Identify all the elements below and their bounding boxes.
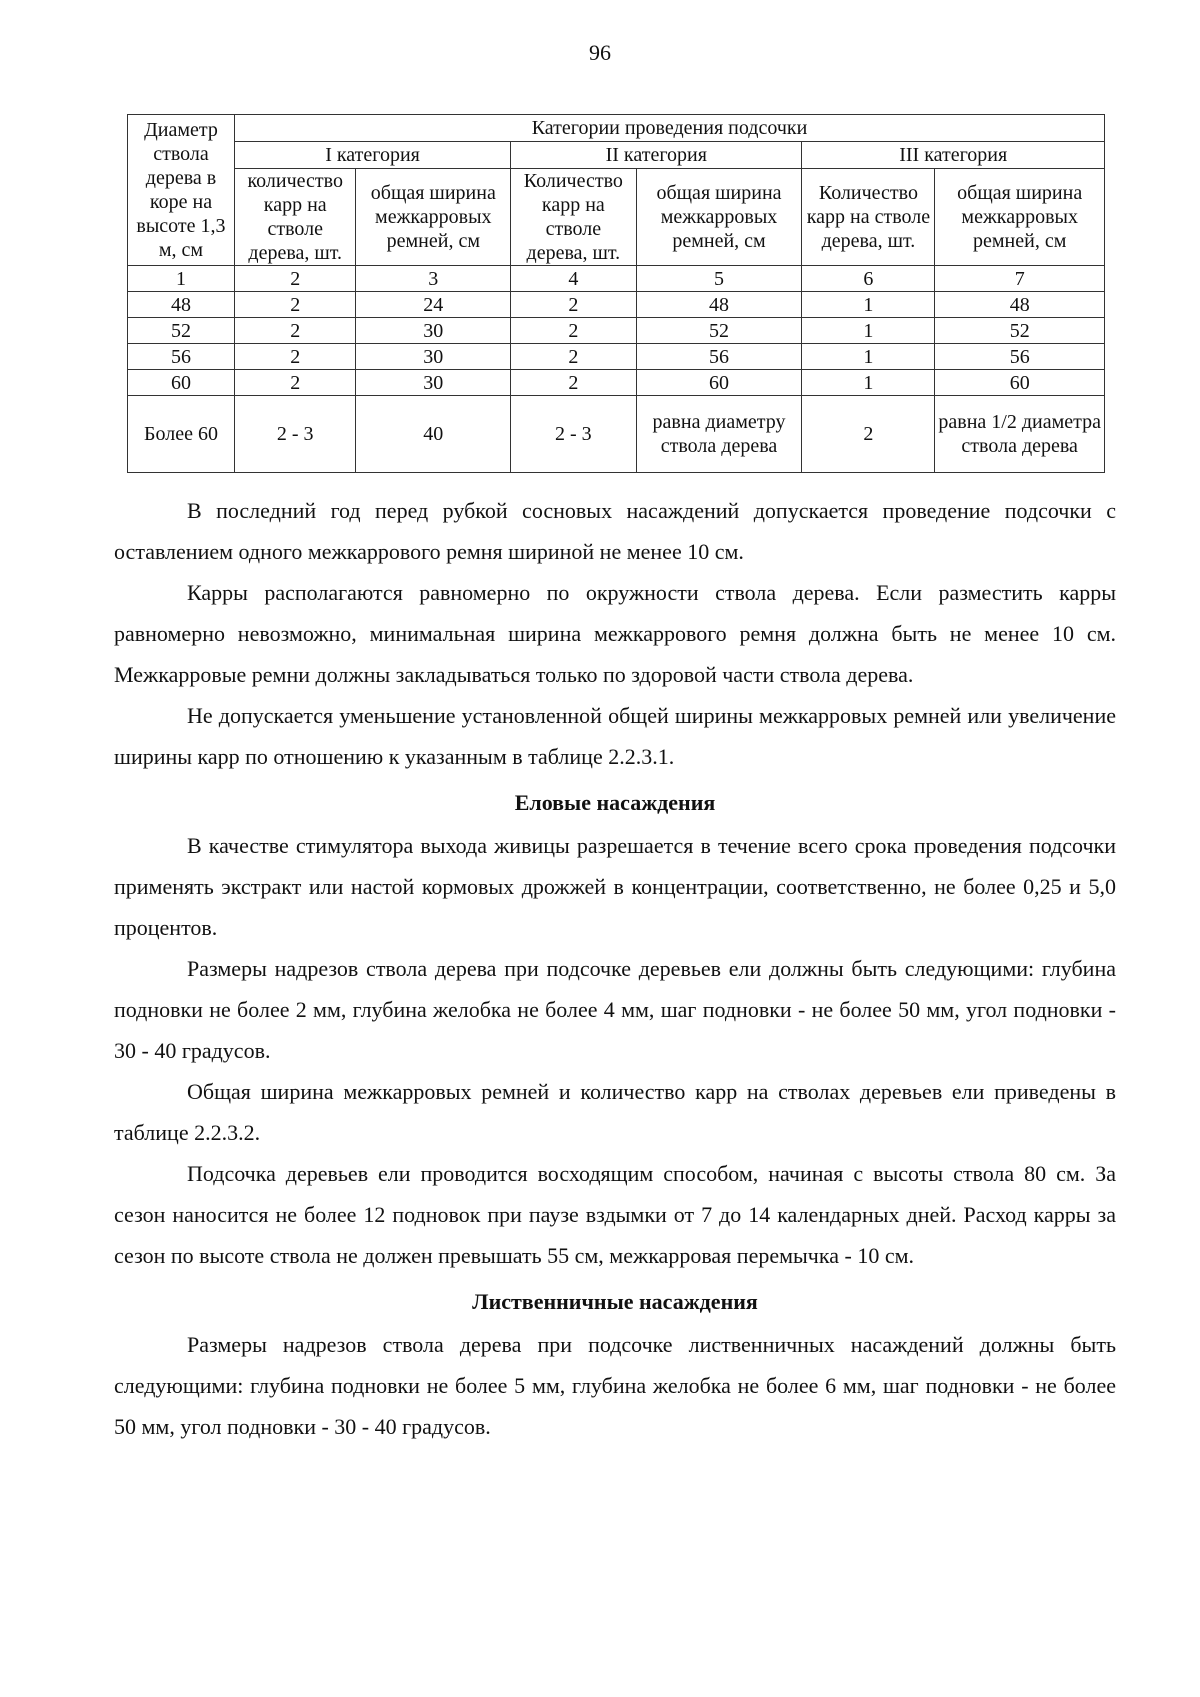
paragraph: Размеры надрезов ствола дерева при подсочке деревьев ели должны быть следующими: глубина подновки не более 2 мм, глубина желобка не более 4 мм, шаг подновки - не более 50 мм, угол подновки - 30 - 40 градусов. <box>114 956 1116 1063</box>
paragraph: Не допускается уменьшение установленной общей ширины межкарровых ремней или увеличение ширины карр по отношению к указанным в таблице 2.2.3.1. <box>114 703 1116 769</box>
table-cell: равна 1/2 диаметра ствола дерева <box>935 396 1105 473</box>
column-number: 4 <box>511 266 636 292</box>
header-diameter: Диаметр ствола дерева в коре на высоте 1,3 м, см <box>128 115 235 266</box>
table-cell: 40 <box>356 396 511 473</box>
table-cell: 2 <box>802 396 935 473</box>
table-cell: 2 <box>234 370 356 396</box>
table-cell: равна диаметру ствола дерева <box>636 396 802 473</box>
section-heading-spruce: Еловые насаждения <box>514 790 716 815</box>
paragraph: Подсочка деревьев ели проводится восходящим способом, начиная с высоты ствола 80 см. За сезон наносится не более 12 подновок при паузе вздымки от 7 до 14 календарных дней. Расход карры за сезон по высоте ствола не должен превышать 55 см, межкарровая перемычка - 10 см. <box>114 1161 1116 1268</box>
table-cell: 2 <box>234 292 356 318</box>
category-1-header: I категория <box>234 142 510 169</box>
table-row <box>128 344 1105 370</box>
subheader-cat2-count: Количество карр на стволе дерева, шт. <box>511 169 636 266</box>
table-cell: 1 <box>802 292 935 318</box>
section-heading-larch: Лиственничные насаждения <box>472 1289 758 1314</box>
header-categories: Категории проведения подсочки <box>234 115 1104 142</box>
table-cell: 60 <box>128 370 235 396</box>
column-number: 5 <box>636 266 802 292</box>
table-cell: 60 <box>636 370 802 396</box>
paragraph: В последний год перед рубкой сосновых насаждений допускается проведение подсочки с оставлением одного межкаррового ремня шириной не менее 10 см. <box>114 498 1116 564</box>
table-cell: 30 <box>356 370 511 396</box>
table-header-row <box>128 115 1105 142</box>
category-2-header: II категория <box>511 142 802 169</box>
table-cell: 2 - 3 <box>234 396 356 473</box>
page-number: 96 <box>589 40 611 65</box>
table-cell: 56 <box>128 344 235 370</box>
paragraph: Карры располагаются равномерно по окружности ствола дерева. Если разместить карры равномерно невозможно, минимальная ширина межкаррового ремня должна быть не менее 10 см. Межкарровые ремни должны закладываться только по здоровой части ствола дерева. <box>114 580 1116 687</box>
table-row <box>128 318 1105 344</box>
table-row <box>128 370 1105 396</box>
table-cell: 48 <box>935 292 1105 318</box>
table-cell: 56 <box>935 344 1105 370</box>
category-3-header: III категория <box>802 142 1105 169</box>
tapping-categories-table <box>127 114 1105 473</box>
table-subheader-row <box>128 169 1105 266</box>
column-number: 3 <box>356 266 511 292</box>
table-cell: 2 <box>511 292 636 318</box>
column-number-row <box>128 266 1105 292</box>
table-category-row <box>128 142 1105 169</box>
table-cell: 56 <box>636 344 802 370</box>
subheader-cat1-count: количество карр на стволе дерева, шт. <box>234 169 356 266</box>
table-cell: 1 <box>802 318 935 344</box>
paragraph: Общая ширина межкарровых ремней и количество карр на стволах деревьев ели приведены в таблице 2.2.3.2. <box>114 1079 1116 1145</box>
column-number: 6 <box>802 266 935 292</box>
table-cell: 2 <box>511 370 636 396</box>
table-cell: 48 <box>128 292 235 318</box>
subheader-cat3-count: Количество карр на стволе дерева, шт. <box>802 169 935 266</box>
table-row <box>128 396 1105 473</box>
table-cell: 2 <box>234 318 356 344</box>
subheader-cat3-width: общая ширина межкарровых ремней, см <box>935 169 1105 266</box>
table-cell: 2 <box>234 344 356 370</box>
table-row <box>128 292 1105 318</box>
table-cell: 60 <box>935 370 1105 396</box>
column-number: 2 <box>234 266 356 292</box>
table-cell: 52 <box>935 318 1105 344</box>
column-number: 7 <box>935 266 1105 292</box>
table-cell: 52 <box>128 318 235 344</box>
column-number: 1 <box>128 266 235 292</box>
paragraph: В качестве стимулятора выхода живицы разрешается в течение всего срока проведения подсочки применять экстракт или настой кормовых дрожжей в концентрации, соответственно, не более 0,25 и 5,0 процентов. <box>114 833 1116 940</box>
table-cell: 2 <box>511 344 636 370</box>
table-cell: 48 <box>636 292 802 318</box>
table-cell: 2 <box>511 318 636 344</box>
table-cell: 1 <box>802 344 935 370</box>
subheader-cat2-width: общая ширина межкарровых ремней, см <box>636 169 802 266</box>
paragraph: Размеры надрезов ствола дерева при подсочке лиственничных насаждений должны быть следующими: глубина подновки не более 5 мм, глубина желобка не более 6 мм, шаг подновки - не более 50 мм, угол подновки - 30 - 40 градусов. <box>114 1332 1116 1439</box>
table-cell: 30 <box>356 344 511 370</box>
table-cell: Более 60 <box>128 396 235 473</box>
table-cell: 2 - 3 <box>511 396 636 473</box>
table-cell: 24 <box>356 292 511 318</box>
table-cell: 30 <box>356 318 511 344</box>
table-cell: 1 <box>802 370 935 396</box>
subheader-cat1-width: общая ширина межкарровых ремней, см <box>356 169 511 266</box>
document-body <box>114 490 1116 1447</box>
table-cell: 52 <box>636 318 802 344</box>
